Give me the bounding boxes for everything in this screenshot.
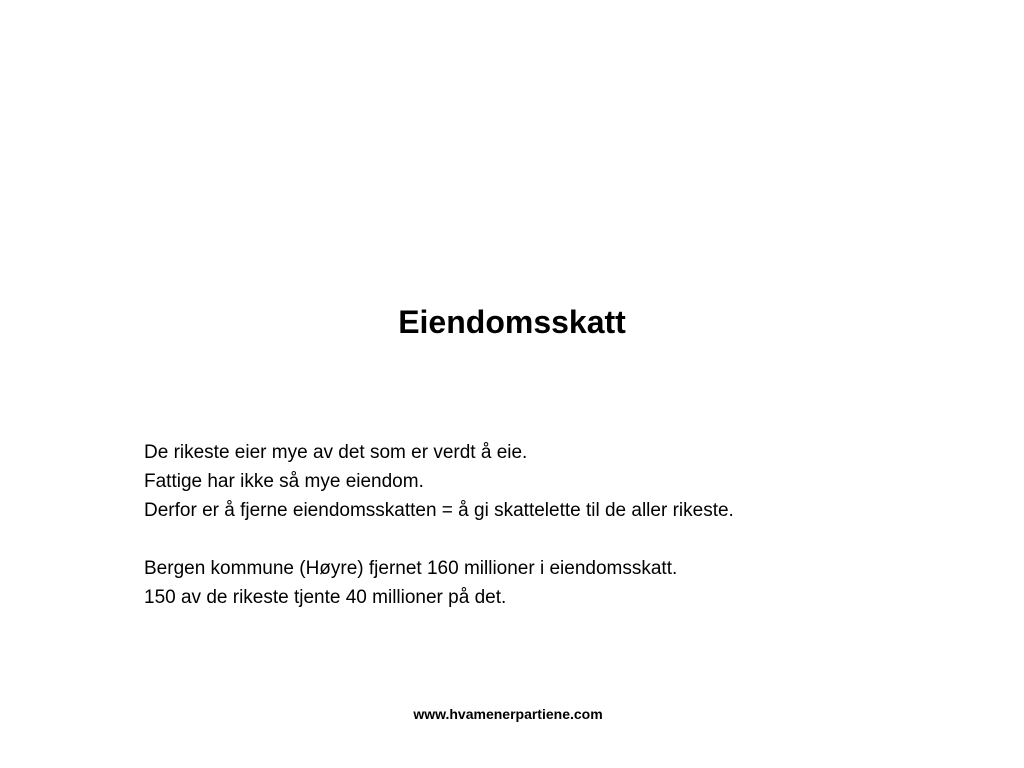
footer-url: www.hvamenerpartiene.com	[413, 706, 603, 722]
body-spacer	[144, 525, 984, 554]
body-line: Bergen kommune (Høyre) fjernet 160 millioner i eiendomsskatt.	[144, 558, 678, 579]
body-line: De rikeste eier mye av det som er verdt å eie.	[144, 442, 528, 463]
slide-body	[144, 438, 984, 612]
slide-title: Eiendomsskatt	[398, 304, 626, 340]
body-line: Fattige har ikke så mye eiendom.	[144, 471, 424, 492]
body-line: 150 av de rikeste tjente 40 millioner på det.	[144, 587, 507, 608]
body-line: Derfor er å fjerne eiendomsskatten = å gi skattelette til de aller rikeste.	[144, 500, 734, 521]
